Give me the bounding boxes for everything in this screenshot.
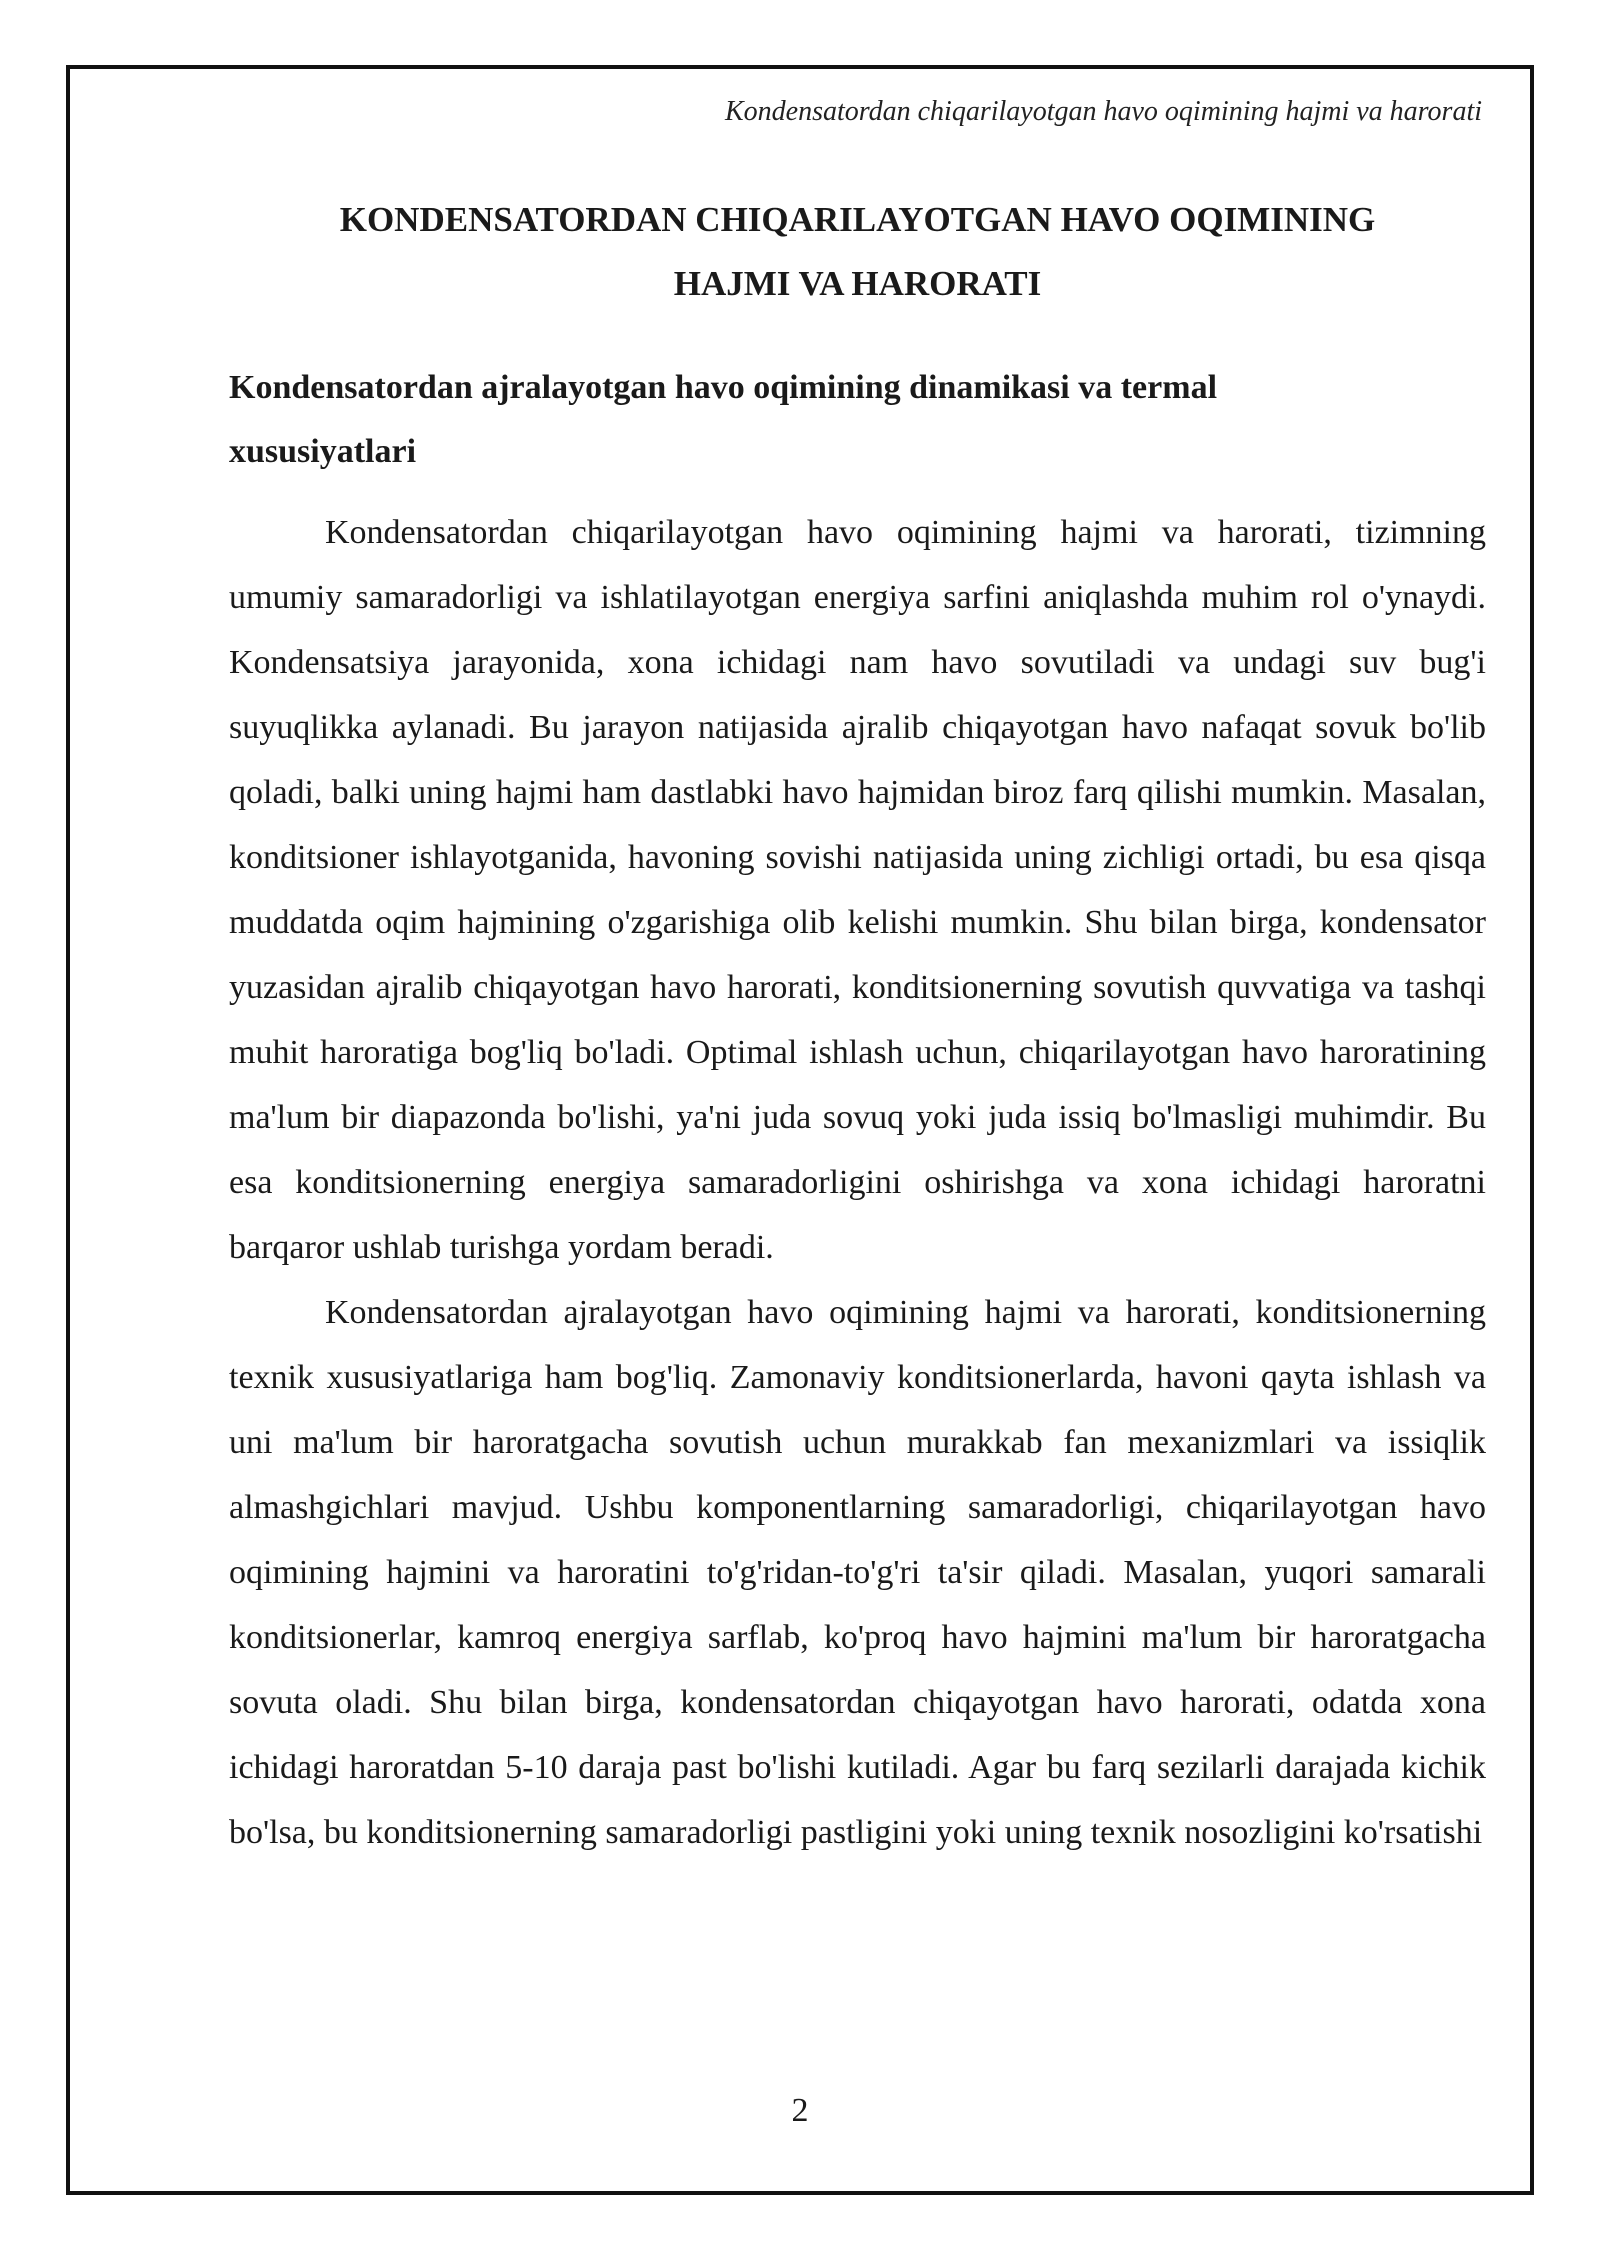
page-number: 2 xyxy=(791,2092,809,2129)
running-header: Kondensatordan chiqarilayotgan havo oqimining hajmi va harorati xyxy=(724,96,1482,127)
body-text xyxy=(229,500,1486,1865)
paragraph: Kondensatordan ajralayotgan havo oqimining hajmi va harorati, konditsionerning texnik xususiyatlariga ham bog'liq. Zamonaviy konditsionerlarda, havoni qayta ishlash va uni ma'lum bir haroratgacha sovutish uchun murakkab fan mexanizmlari va issiqlik almashgichlari mavjud. Ushbu komponentlarning samaradorligi, chiqarilayotgan havo oqimining hajmini va haroratini to'g'ridan-to'g'ri ta'sir qiladi. Masalan, yuqori samarali konditsionerlar, kamroq energiya sarflab, ko'proq havo hajmini ma'lum bir haroratgacha sovuta oladi. Shu bilan birga, kondensatordan chiqayotgan havo harorati, odatda xona ichidagi haroratdan 5-10 daraja past bo'lishi kutiladi. Agar bu farq sezilarli darajada kichik bo'lsa, bu konditsionerning samaradorligi pastligini yoki uning texnik nosozligini ko'rsatishi xyxy=(229,1294,1486,1851)
section-heading: Kondensatordan ajralayotgan havo oqimining dinamikasi va termal xususiyatlari xyxy=(229,369,1218,470)
paragraph: Kondensatordan chiqarilayotgan havo oqimining hajmi va harorati, tizimning umumiy samaradorligi va ishlatilayotgan energiya sarfini aniqlashda muhim rol o'ynaydi. Kondensatsiya jarayonida, xona ichidagi nam havo sovutiladi va undagi suv bug'i suyuqlikka aylanadi. Bu jarayon natijasida ajralib chiqayotgan havo nafaqat sovuk bo'lib qoladi, balki uning hajmi ham dastlabki havo hajmidan biroz farq qilishi mumkin. Masalan, konditsioner ishlayotganida, havoning sovishi natijasida uning zichligi ortadi, bu esa qisqa muddatda oqim hajmining o'zgarishiga olib kelishi mumkin. Shu bilan birga, kondensator yuzasidan ajralib chiqayotgan havo harorati, konditsionerning sovutish quvvatiga va tashqi muhit haroratiga bog'liq bo'ladi. Optimal ishlash uchun, chiqarilayotgan havo haroratining ma'lum bir diapazonda bo'lishi, ya'ni juda sovuq yoki juda issiq bo'lmasligi muhimdir. Bu esa konditsionerning energiya samaradorligini oshirishga va xona ichidagi haroratni barqaror ushlab turishga yordam beradi. xyxy=(229,514,1486,1266)
document-title: KONDENSATORDAN CHIQARILAYOTGAN HAVO OQIMINING HAJMI VA HARORATI xyxy=(339,200,1376,303)
